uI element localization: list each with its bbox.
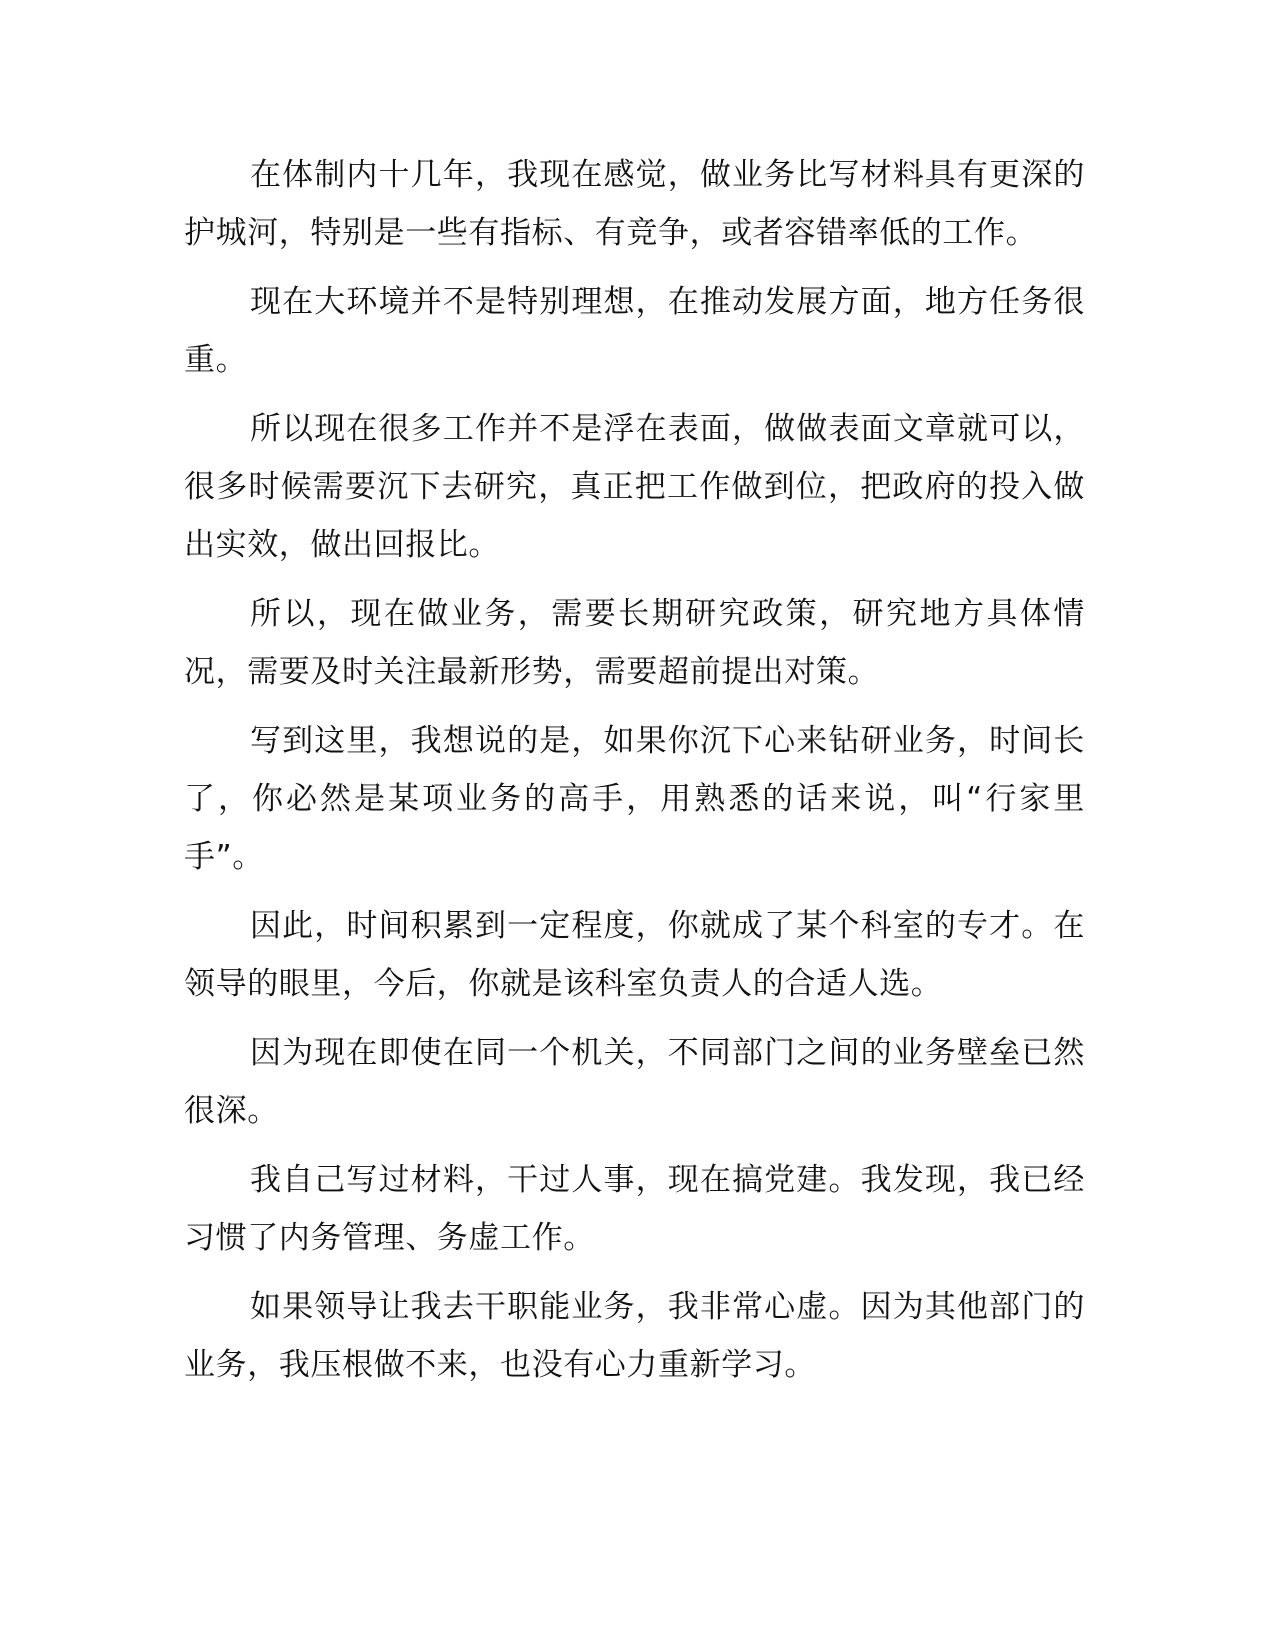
paragraph: 因此，时间积累到一定程度，你就成了某个科室的专才。在领导的眼里，今后，你就是该科室负责人的合适人选。: [184, 908, 1085, 1002]
document-page: [184, 146, 1085, 1405]
paragraph: 因为现在即使在同一个机关，不同部门之间的业务壁垒已然很深。: [184, 1035, 1085, 1129]
paragraph: 我自己写过材料，干过人事，现在搞党建。我发现，我已经习惯了内务管理、务虚工作。: [184, 1162, 1085, 1256]
paragraph: 所以，现在做业务，需要长期研究政策，研究地方具体情况，需要及时关注最新形势，需要超前提出对策。: [184, 596, 1085, 690]
paragraph: 如果领导让我去干职能业务，我非常心虚。因为其他部门的业务，我压根做不来，也没有心力重新学习。: [184, 1289, 1085, 1383]
paragraph: 现在大环境并不是特别理想，在推动发展方面，地方任务很重。: [184, 284, 1085, 378]
paragraph: 所以现在很多工作并不是浮在表面，做做表面文章就可以，很多时候需要沉下去研究，真正把工作做到位，把政府的投入做出实效，做出回报比。: [184, 411, 1085, 563]
paragraph: 写到这里，我想说的是，如果你沉下心来钻研业务，时间长了，你必然是某项业务的高手，用熟悉的话来说，叫“行家里手”。: [184, 723, 1085, 875]
paragraph: 在体制内十几年，我现在感觉，做业务比写材料具有更深的护城河，特别是一些有指标、有竞争，或者容错率低的工作。: [184, 157, 1085, 251]
